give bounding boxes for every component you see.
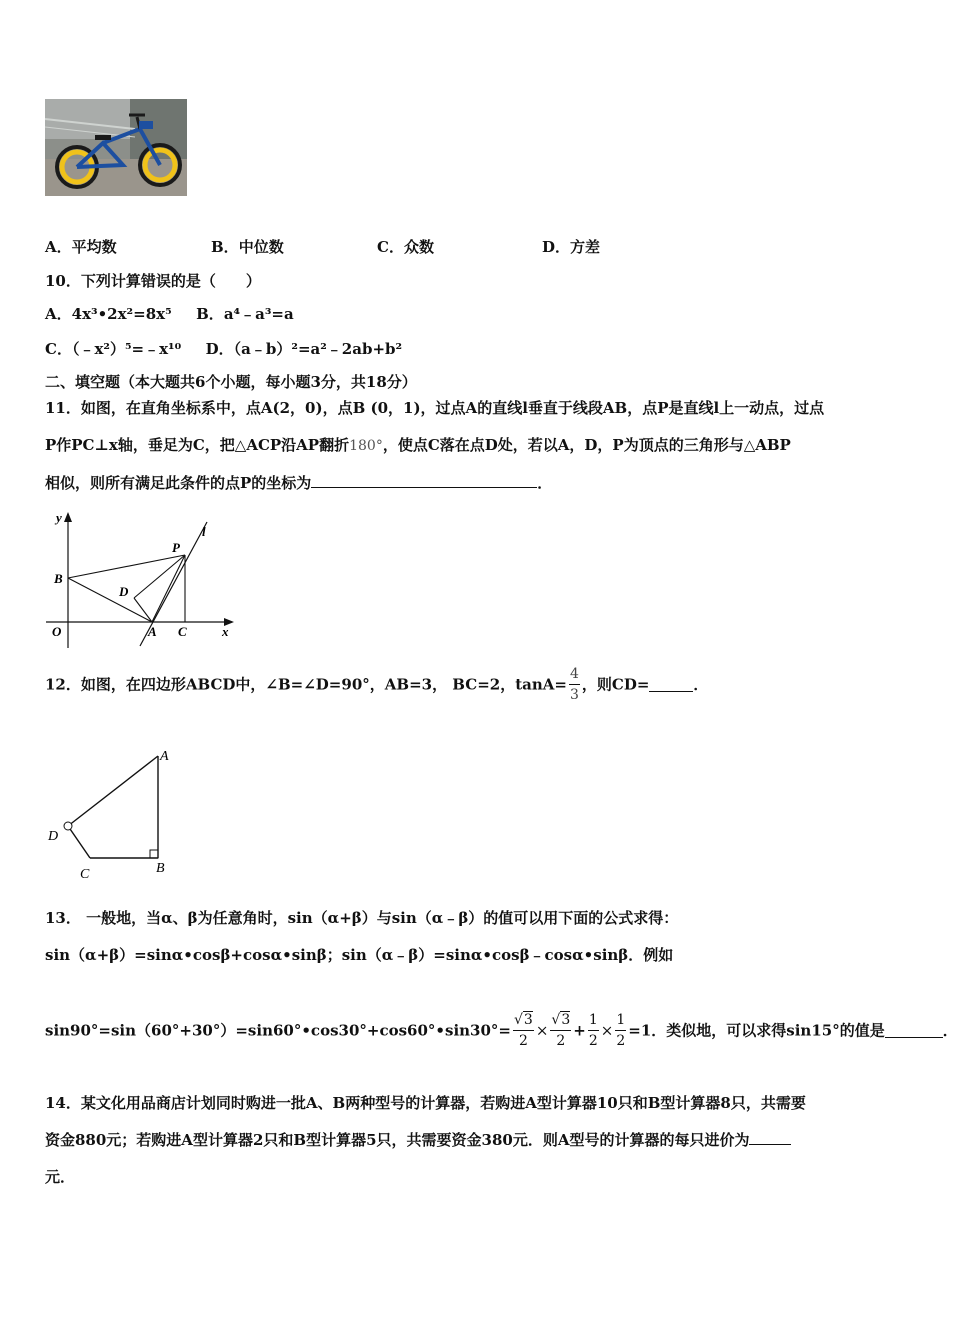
label-c: C <box>178 624 187 639</box>
label-d: D <box>119 584 129 599</box>
q10-options-ab: A．4x³•2x²=8x⁵ B．a⁴﹣a³=a <box>45 305 294 323</box>
fraction-4-3: $\frac{4}{3}$ <box>569 666 579 703</box>
q13-line2: sin（α+β）=sinα•cosβ+cosα•sinβ；sin（α﹣β）=sinα•cosβ﹣cosα•sinβ．例如 <box>45 946 674 964</box>
section-heading: 二、填空题（本大题共6个小题，每小题3分，共18分） <box>45 373 417 391</box>
label-x: x <box>222 624 229 639</box>
answer-blank[interactable] <box>749 1130 791 1145</box>
q14-line1: 14．某文化用品商店计划同时购进一批A、B两种型号的计算器，若购进A型计算器10只和B型计算器8只，共需要 <box>45 1094 806 1112</box>
bicycle-photo <box>45 99 187 196</box>
label-p: P <box>172 540 180 555</box>
label-d: D <box>48 829 59 844</box>
fraction-sqrt3-2: $\frac{√3}{2}$ <box>514 1012 533 1049</box>
q12-line: 12．如图，在四边形ABCD中，∠B=∠D=90°，AB=3， BC=2，tanA= $\frac{4}{3}$ ，则CD= ． <box>45 666 709 703</box>
q10-stem: 10．下列计算错误的是（ ） <box>45 272 261 290</box>
label-b: B <box>156 861 165 876</box>
fraction-1-2: $\frac{1}{2}$ <box>616 1012 626 1049</box>
q12-figure <box>44 742 174 882</box>
q9-option-b: B．中位数 <box>211 238 284 256</box>
q11-line3: 相似，则所有满足此条件的点P的坐标为 ． <box>45 474 553 492</box>
q11-line2: P作PC⊥x轴，垂足为C，把△ACP沿AP翻折180°，使点C落在点D处，若以A，D，P为顶点的三角形与△ABP <box>45 436 791 454</box>
label-a: A <box>160 749 169 764</box>
fraction-1-2: $\frac{1}{2}$ <box>588 1012 598 1049</box>
label-o: O <box>52 624 62 639</box>
label-y: y <box>56 510 62 525</box>
q9-option-c: C．众数 <box>377 238 434 256</box>
angle-180: 180° <box>349 438 383 454</box>
q13-line1: 13． 一般地，当α、β为任意角时，sin（α+β）与sin（α﹣β）的值可以用下面的公式求得： <box>45 909 679 927</box>
label-l: l <box>202 524 206 539</box>
answer-blank[interactable] <box>885 1023 943 1038</box>
fraction-sqrt3-2: $\frac{√3}{2}$ <box>551 1012 571 1049</box>
label-b: B <box>54 571 63 586</box>
q10-options-cd: C．（﹣x²）⁵=﹣x¹⁰ D．（a﹣b）²=a²﹣2ab+b² <box>45 340 403 358</box>
q13-equation: sin90°=sin（60°+30°）=sin60°•cos30°+cos60°•sin30°= $\frac{√3}{2}$ × $\frac{√3}{2}$ + $\frac{1}{2}$ × $\frac{1}{2}$ =1．类似地，可以求得sin15°的值是 ． <box>45 1012 958 1049</box>
q11-line1: 11．如图，在直角坐标系中，点A(2，0)，点B (0，1)，过点A的直线l垂直于线段AB，点P是直线l上一动点，过点 <box>45 399 825 417</box>
q14-line3: 元． <box>45 1168 76 1186</box>
label-c: C <box>80 867 90 882</box>
q11-figure <box>42 508 242 648</box>
label-a: A <box>148 624 157 639</box>
q14-line2: 资金880元；若购进A型计算器2只和B型计算器5只，共需要资金380元．则A型号的计算器的每只进价为 <box>45 1129 791 1150</box>
q9-option-d: D．方差 <box>542 238 601 256</box>
answer-blank[interactable] <box>649 677 693 692</box>
answer-blank[interactable] <box>311 473 537 488</box>
q9-option-a: A．平均数 <box>45 238 117 256</box>
